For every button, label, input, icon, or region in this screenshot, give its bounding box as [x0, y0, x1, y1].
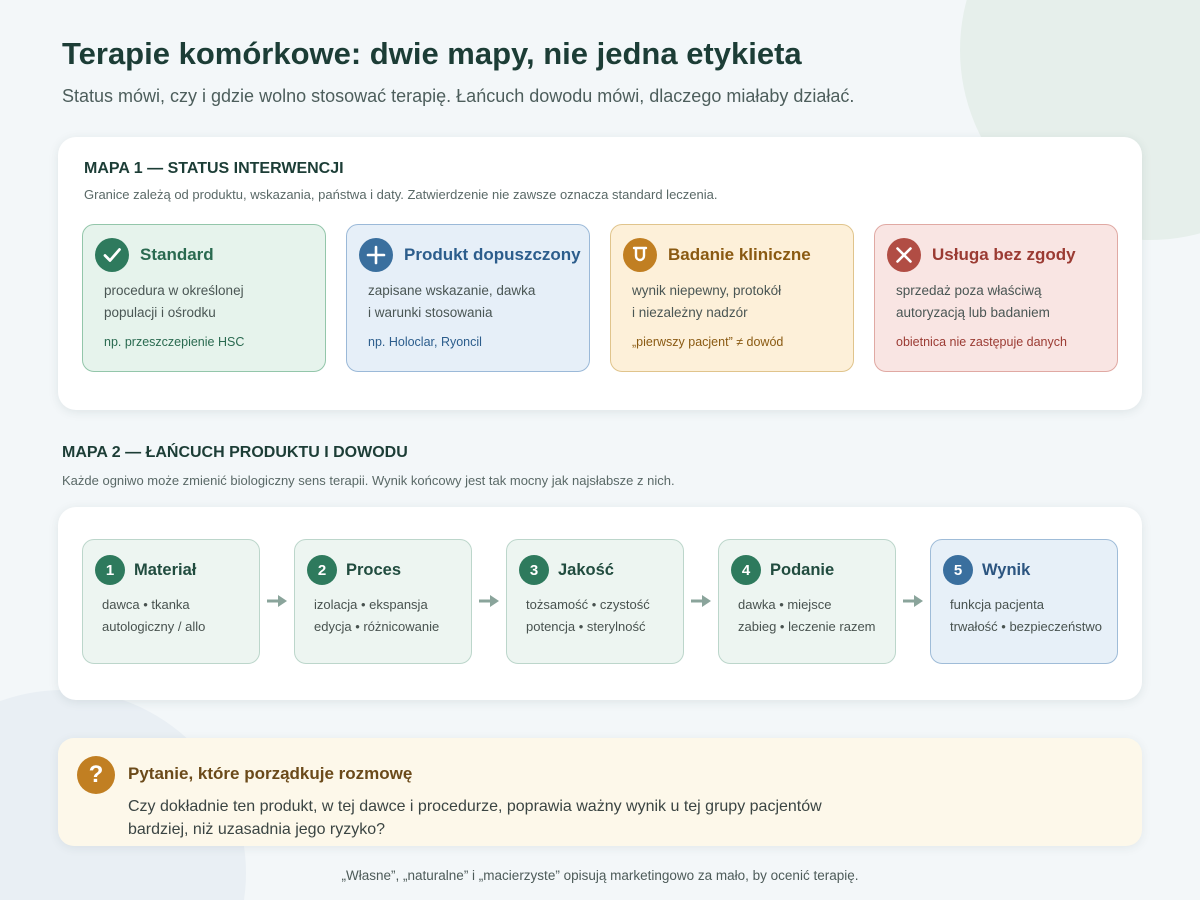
- plus-icon: [359, 238, 393, 272]
- arrow-right-icon: [478, 593, 500, 609]
- status-card-description: wynik niepewny, protokół i niezależny nadzór: [632, 283, 782, 320]
- status-card-example: obietnica nie zastępuje danych: [896, 335, 1067, 349]
- step-name: Jakość: [558, 561, 614, 579]
- question-title: Pytanie, które porządkuje rozmowę: [128, 764, 413, 783]
- status-card-example: np. Holoclar, Ryoncil: [368, 335, 482, 349]
- chain-step-administration: [718, 539, 896, 664]
- status-card-clinical-trial: [610, 224, 854, 372]
- footer-note: „Własne”, „naturalne” i „macierzyste” opisują marketingowo za mało, by ocenić terapię.: [341, 868, 859, 883]
- status-card-unauthorized-service: [874, 224, 1118, 372]
- status-card-description: procedura w określonej populacji i ośrodku: [104, 283, 244, 320]
- chain-step-process: [294, 539, 472, 664]
- status-card-standard: [82, 224, 326, 372]
- page-title: Terapie komórkowe: dwie mapy, nie jedna etykieta: [62, 36, 802, 71]
- step-number: 5: [943, 555, 973, 585]
- status-card-name: Standard: [140, 245, 214, 264]
- chain-step-outcome: [930, 539, 1118, 664]
- step-description: izolacja • ekspansja edycja • różnicowanie: [314, 597, 440, 634]
- map2-description: Każde ogniwo może zmienić biologiczny sens terapii. Wynik końcowy jest tak mocny jak najsłabsze z nich.: [62, 473, 675, 488]
- check-icon: [95, 238, 129, 272]
- status-card-description: sprzedaż poza właściwą autoryzacją lub badaniem: [896, 283, 1050, 320]
- step-number: 4: [731, 555, 761, 585]
- step-name: Proces: [346, 561, 402, 579]
- question-mark-icon: ?: [77, 756, 115, 794]
- status-card-name: Produkt dopuszczony: [404, 245, 581, 264]
- guiding-question-box: [58, 738, 1142, 846]
- step-description: dawka • miejsce zabieg • leczenie razem: [738, 597, 876, 634]
- step-number: 3: [519, 555, 549, 585]
- step-number: 2: [307, 555, 337, 585]
- step-description: funkcja pacjenta trwałość • bezpieczeństwo: [950, 597, 1102, 634]
- arrow-right-icon: [690, 593, 712, 609]
- step-name: Materiał: [134, 561, 197, 579]
- cross-icon: [887, 238, 921, 272]
- step-name: Podanie: [770, 561, 835, 579]
- map1-description: Granice zależą od produktu, wskazania, państwa i daty. Zatwierdzenie nie zawsze oznacza standard leczenia.: [84, 187, 718, 202]
- arrow-right-icon: [266, 593, 288, 609]
- arrow-right-icon: [902, 593, 924, 609]
- step-name: Wynik: [982, 561, 1031, 579]
- page-subtitle: Status mówi, czy i gdzie wolno stosować terapię. Łańcuch dowodu mówi, dlaczego miałaby działać.: [62, 86, 855, 106]
- status-card-example: np. przeszczepienie HSC: [104, 335, 245, 349]
- map1-title: MAPA 1 — STATUS INTERWENCJI: [84, 160, 344, 177]
- chain-step-quality: [506, 539, 684, 664]
- beaker-icon: [623, 238, 657, 272]
- map2-title: MAPA 2 — ŁAŃCUCH PRODUKTU I DOWODU: [62, 444, 408, 461]
- question-text: Czy dokładnie ten produkt, w tej dawce i procedurze, poprawia ważny wynik u tej grupy pacjentów bardziej, niż uzasadnia jego ryzyko?: [128, 798, 822, 838]
- status-card-description: zapisane wskazanie, dawka i warunki stosowania: [368, 283, 536, 320]
- step-description: tożsamość • czystość potencja • sterylność: [526, 597, 650, 634]
- status-card-name: Usługa bez zgody: [932, 245, 1076, 264]
- step-description: dawca • tkanka autologiczny / allo: [102, 597, 206, 634]
- chain-step-material: [82, 539, 260, 664]
- status-card-approved-product: [346, 224, 590, 372]
- status-card-name: Badanie kliniczne: [668, 245, 811, 264]
- status-card-example: „pierwszy pacjent” ≠ dowód: [632, 335, 784, 349]
- step-number: 1: [95, 555, 125, 585]
